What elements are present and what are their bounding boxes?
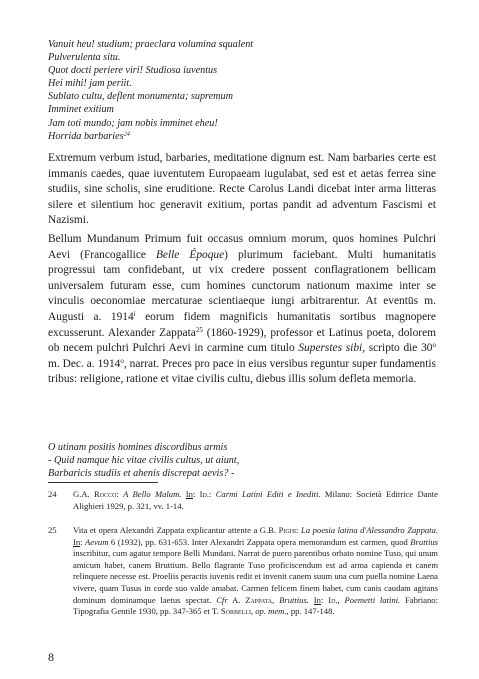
footnote-number: 25 bbox=[48, 525, 57, 535]
footnote-text: Vita et opera Alexandri Zappata explicantur attente a G.B. bbox=[73, 525, 279, 535]
footnote-body: Vita et opera Alexandri Zappata explicantur attente a G.B. Pighi: La poesia latina d'Alessandro Zappata. In: Aevum 6 (1932), pp. 631-653. Inter Alexandri Zappata opera memorandum est carmen, quod Bruttius inscribitur, cum agatur tempore Belli Mundani. Narrat de puero parentibus orbato nomine Tuso, qui unum amicum habet, canem Bruttium. Bello flagrante Tuso proficiscendum est ad arma capienda et canem relinquere necesse est. Proeliis peractis iuvenis redit et invenit canem suum una cum puella nomine Laena vivere, quam Tusus in corde suo valde amabat. Carmen felicem finem habet, cum canis caudam agitans dominum dominamque laetus spectat. Cfr A. Zappata, Bruttius. In: Id., Poemetti latini. Fabriano: Tipografia Gentile 1930, pp. 347-365 et T. Sorbelli, op. mem., pp. 147-148. bbox=[73, 525, 438, 617]
footnote-text: , bbox=[250, 606, 256, 617]
para-text: m. Dec. a. 1914 bbox=[48, 357, 121, 370]
footnote-author: G.A. Rocco bbox=[73, 489, 117, 499]
footnote-title: A Bello Malum. bbox=[123, 489, 182, 499]
verse-line-text: Horrida barbaries bbox=[48, 130, 124, 142]
verse-line: Hei mihi! jam periit. bbox=[48, 78, 132, 90]
verse-line: Sublato cultu, deflent monumenta; supremum bbox=[48, 91, 233, 103]
page-number: 8 bbox=[48, 650, 54, 664]
footnote-idem: Id. bbox=[328, 594, 338, 605]
footnote-text: , bbox=[337, 594, 345, 605]
footnote-journal: Aevum bbox=[85, 536, 109, 547]
para-text: eorum fidem magnificis humanitatis sortibus magnopere excusserunt. Alexander Zappata bbox=[48, 310, 436, 339]
footnote-title: Bruttius. bbox=[279, 594, 309, 605]
verse-block-bottom bbox=[48, 441, 448, 480]
footnote-title: La poesia latina d'Alessandro Zappata. bbox=[300, 525, 438, 535]
footnote-text: A. bbox=[227, 594, 246, 605]
verse-line: Quot docti periere viri! Studiosa iuventus bbox=[48, 65, 218, 77]
para-text: (1860-1929), professor et Latinus poeta, dolorem ob necem pulchri Pulchri Aevi in carmine cum titulo bbox=[48, 326, 436, 355]
footnote-text: inscribitur, cum agatur tempore Belli Mundani. Narrat de puero parentibus orbato nomine Tuso, qui unum amicum habet, canem Bruttium. Bello flagrante Tuso proficiscendum est ad arma capienda et canem relinquere necesse est. Proeliis peractis iuvenis redit et invenit canem suum una cum puella nomine Laena vivere, quam Tusus in corde suo valde amabat. Carmen felicem finem habet, cum canis caudam agitans dominum dominamque laetus spectat. bbox=[73, 548, 438, 605]
para-italic: Belle Époque bbox=[155, 248, 225, 261]
footnote-author: Sorbelli bbox=[220, 606, 251, 617]
footnote-text: , bbox=[272, 594, 280, 605]
footnote-ref-25: 25 bbox=[195, 325, 203, 334]
footnote-author: Pighi bbox=[278, 525, 297, 535]
verse-block-top bbox=[48, 38, 448, 143]
para-text: , narrat. Preces pro pace in eius versibus reguntur super fundamentis tribus: religione, ratione et vitae civilis cultu, diebus illis solum defleta memoria. bbox=[48, 357, 436, 386]
superscript: o bbox=[120, 356, 124, 365]
footnote-author: Zappata bbox=[245, 594, 273, 605]
footnote-text: : bbox=[320, 594, 329, 605]
footnote-idem: Id. bbox=[199, 489, 209, 499]
footnote-divider bbox=[48, 482, 158, 483]
verse-line: O utinam positis homines discordibus armis bbox=[48, 442, 228, 453]
footnote-number: 24 bbox=[48, 489, 57, 499]
paragraph-barbaries: Extremum verbum istud, barbaries, meditatione dignum est. Nam barbaries certe est immanis caedes, quae iuventutem Europaeam iugulabat, sed est et aetas ferrea sine studiis, sine scholis, sine eruditione. Recte Carolus Landi dicebat inter arma litteras silere et silentium hoc generavit exitium, portas pandit ad adventum Fascismi et Nazismi. bbox=[48, 152, 436, 227]
paragraph-bellum-mundanum bbox=[48, 232, 436, 388]
verse-line: Imminet exitium bbox=[48, 104, 114, 116]
superscript: i bbox=[133, 310, 136, 319]
footnote-in: In bbox=[73, 536, 81, 547]
footnote-cfr: Cfr bbox=[216, 594, 228, 605]
footnote-text: , pp. 147-148. bbox=[286, 606, 335, 617]
footnote-text: : bbox=[296, 525, 301, 535]
footnote-24 bbox=[48, 489, 438, 512]
verse-line: - Quid namque hic vitae civilis cultus, ut aiunt, bbox=[48, 455, 240, 467]
footnote-25 bbox=[48, 525, 438, 618]
footnote-body: G.A. Rocco: A Bello Malum. In: Id.: Carmi Latini Editi e Inediti. Milano: Società Editrice Dante Alighieri 1929, p. 321, vv. 1-14. bbox=[73, 489, 438, 511]
verse-line: Pulverulenta situ. bbox=[48, 52, 121, 64]
para-italic: Superstes sibi bbox=[298, 342, 363, 355]
footnote-text: 6 (1932), pp. 631-653. Inter Alexandri Zappata opera memorandum est carmen, quod bbox=[108, 536, 411, 547]
footnote-opmem: op. mem. bbox=[255, 606, 287, 617]
footnote-text: Milano: Società Editrice Dante Alighieri 1929, p. 321, vv. 1-14. bbox=[73, 489, 438, 511]
footnote-in: In bbox=[313, 594, 321, 605]
footnote-book: Poemetti latini. bbox=[344, 594, 401, 605]
verse-line: Barbaricis studiis et ahenis discrepat aevis? - bbox=[48, 468, 235, 480]
footnote-in: In bbox=[185, 489, 193, 499]
footnote-book: Carmi Latini Editi e Inediti. bbox=[215, 489, 321, 499]
verse-line: Jam toti mundo; jam nobis imminet eheu! bbox=[48, 117, 218, 129]
verse-line: Vanuit heu! studium; praeclara volumina squalent bbox=[48, 39, 254, 50]
footnote-text: Fabriano: Tipografia Gentile 1930, pp. 347-365 et T. bbox=[73, 594, 438, 617]
para-text: ) plurimum faciebant. Multi humanitatis progressui tam confidebant, ut vix credere possent conflagrationem bellicam universalem futuram esse, cum homines cunctorum nationum maxime inter se vinculis oeconomiae mercaturae scientiaeque iungi arbitrarentur. At eventūs m. Augusti a. 1914 bbox=[48, 248, 436, 323]
footnote-title: Bruttius bbox=[410, 536, 438, 547]
para-text: , scripto die 30 bbox=[362, 342, 433, 355]
footnote-ref-24: 24 bbox=[123, 130, 130, 138]
superscript: o bbox=[432, 341, 436, 350]
verse-line-last bbox=[48, 130, 448, 143]
para-text: Bellum Mundanum Primum fuit occasus omnium morum, quos homines Pulchri Aevi (Francogallice bbox=[48, 233, 436, 261]
